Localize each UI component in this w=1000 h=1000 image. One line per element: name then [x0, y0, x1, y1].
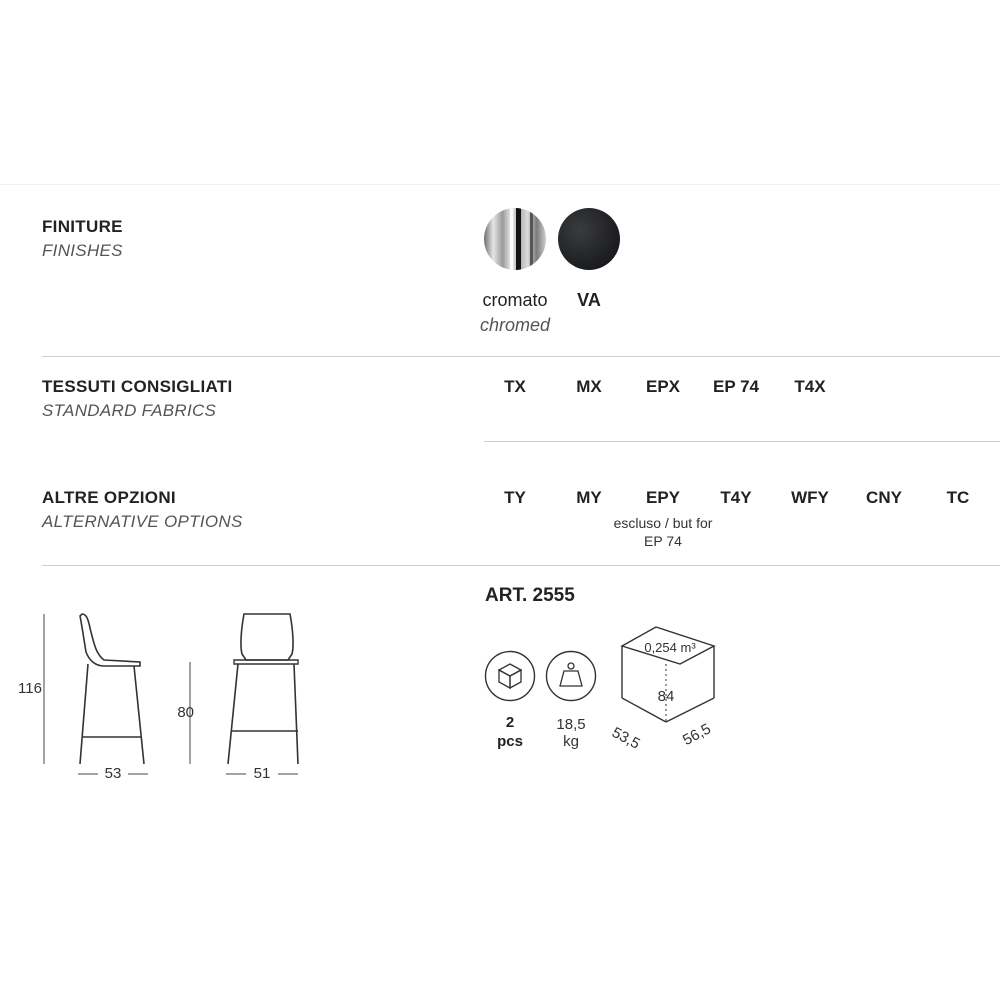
option-code: TC — [946, 488, 970, 507]
volume-label: 0,254 m³ — [644, 640, 696, 655]
pieces-value: 2 — [505, 714, 515, 731]
finish-label-chrome: cromato — [482, 290, 548, 310]
fabric-code: T4X — [794, 377, 826, 396]
finish-label-chrome-en: chromed — [479, 315, 551, 335]
box-depth-label: 53,5 — [609, 724, 643, 753]
finishes-subtitle: FINISHES — [42, 241, 123, 260]
option-note-code: EP 74 — [644, 533, 682, 549]
option-code: MY — [576, 488, 602, 507]
top-divider — [0, 184, 1000, 185]
pieces-unit: pcs — [497, 733, 523, 750]
option-code: TY — [504, 488, 526, 507]
weight-icon — [545, 650, 597, 702]
seat-height-label: 80 — [177, 704, 194, 721]
finish-label-va: VA — [577, 290, 601, 310]
divider-fabrics — [484, 441, 1000, 442]
box-icon — [484, 650, 536, 702]
divider-finishes — [42, 356, 1000, 357]
weight-value: 18,5 — [556, 716, 586, 733]
fabric-code: MX — [576, 377, 602, 396]
option-code: WFY — [791, 488, 829, 507]
option-note: escluso / but for — [613, 515, 713, 531]
options-title: ALTRE OPZIONI — [42, 488, 176, 507]
black-swatch-icon — [558, 208, 620, 270]
options-subtitle: ALTERNATIVE OPTIONS — [42, 512, 243, 531]
fabric-code: TX — [504, 377, 526, 396]
option-code: EPY — [645, 488, 681, 507]
box-height-label: 84 — [657, 688, 675, 705]
fabric-code: EPX — [645, 377, 681, 396]
box-width-label: 56,5 — [680, 720, 714, 750]
chrome-swatch-icon — [484, 208, 546, 270]
option-code: CNY — [866, 488, 902, 507]
fabrics-title: TESSUTI CONSIGLIATI — [42, 377, 233, 396]
weight-unit: kg — [563, 733, 579, 750]
total-height-label: 116 — [18, 680, 42, 697]
option-code: T4Y — [720, 488, 752, 507]
article-code: ART. 2555 — [485, 585, 575, 606]
depth-label: 53 — [104, 765, 122, 782]
fabrics-subtitle: STANDARD FABRICS — [42, 401, 217, 420]
divider-options — [42, 565, 1000, 566]
finishes-title: FINITURE — [42, 217, 123, 236]
width-label: 51 — [253, 765, 271, 782]
fabric-code: EP 74 — [712, 377, 759, 396]
